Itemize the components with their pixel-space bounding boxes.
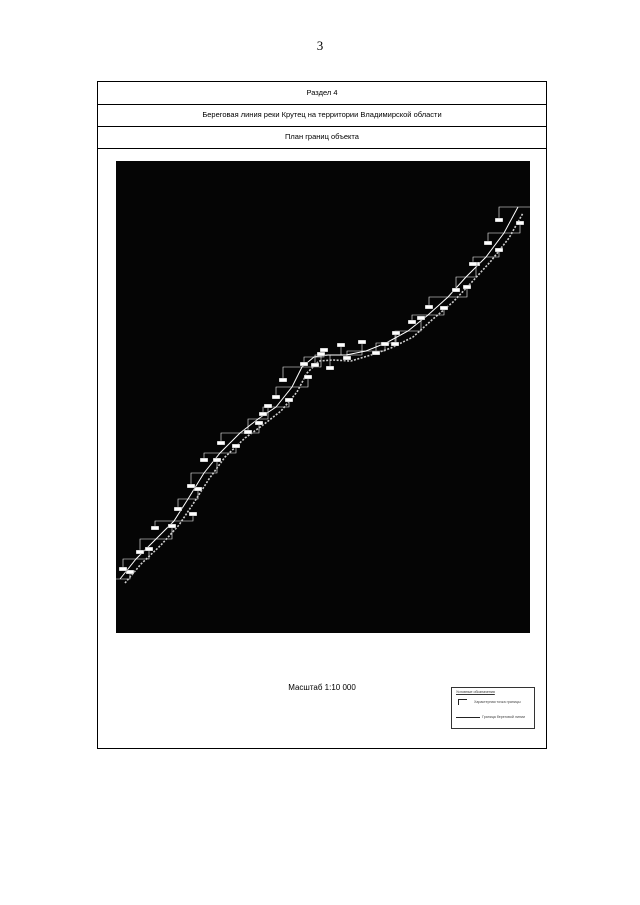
point-marker (381, 342, 389, 346)
point-marker (392, 331, 400, 335)
point-marker (408, 320, 416, 324)
point-markers (116, 192, 530, 588)
point-marker (194, 487, 202, 491)
plan-title: План границ объекта (98, 126, 546, 149)
point-marker (469, 262, 477, 266)
point-marker (311, 363, 319, 367)
point-marker (217, 441, 225, 445)
point-marker (304, 375, 312, 379)
point-marker (232, 444, 240, 448)
point-marker (495, 248, 503, 252)
point-marker (279, 378, 287, 382)
point-marker (259, 412, 267, 416)
point-marker (168, 524, 176, 528)
section-title: Раздел 4 (98, 82, 546, 105)
point-marker (337, 343, 345, 347)
point-marker (136, 550, 144, 554)
point-marker (285, 398, 293, 402)
point-marker (495, 218, 503, 222)
boundary-tick (518, 192, 530, 207)
point-marker (358, 340, 366, 344)
point-marker (126, 570, 134, 574)
point-marker (372, 351, 380, 355)
point-marker (317, 352, 325, 356)
point-marker (119, 567, 127, 571)
map-canvas (116, 161, 530, 633)
point-marker (255, 421, 263, 425)
legend-title: Условные обозначения (456, 690, 495, 694)
point-marker (484, 241, 492, 245)
point-marker (320, 348, 328, 352)
map-legend (451, 687, 535, 729)
boundary-map (116, 161, 530, 633)
point-marker (244, 430, 252, 434)
point-marker (174, 507, 182, 511)
point-marker (417, 316, 425, 320)
point-marker (425, 305, 433, 309)
document-frame (97, 81, 547, 749)
river-line (125, 213, 523, 583)
point-marker (343, 356, 351, 360)
page-number: 3 (316, 38, 324, 53)
point-marker (463, 285, 471, 289)
point-marker (189, 512, 197, 516)
point-marker (187, 484, 195, 488)
point-marker (151, 526, 159, 530)
boundary-tick-marks (116, 192, 530, 588)
boundary-line-icon (456, 717, 480, 718)
point-marker (145, 547, 153, 551)
point-marker (326, 366, 334, 370)
legend-label-points: Характерная точка границы (474, 700, 521, 704)
point-marker (272, 395, 280, 399)
boundary-corner-icon (458, 699, 467, 705)
point-marker (391, 342, 399, 346)
point-marker (200, 458, 208, 462)
point-marker (516, 221, 524, 225)
boundary-tick (116, 579, 120, 588)
point-marker (440, 306, 448, 310)
object-name: Береговая линия реки Крутец на территории Владимирской области (98, 104, 546, 127)
legend-label-line: Граница береговой линии (482, 715, 526, 719)
point-marker (300, 362, 308, 366)
point-marker (264, 404, 272, 408)
point-marker (452, 288, 460, 292)
point-marker (213, 458, 221, 462)
map-scale: Масштаб 1:10 000 (288, 683, 356, 692)
